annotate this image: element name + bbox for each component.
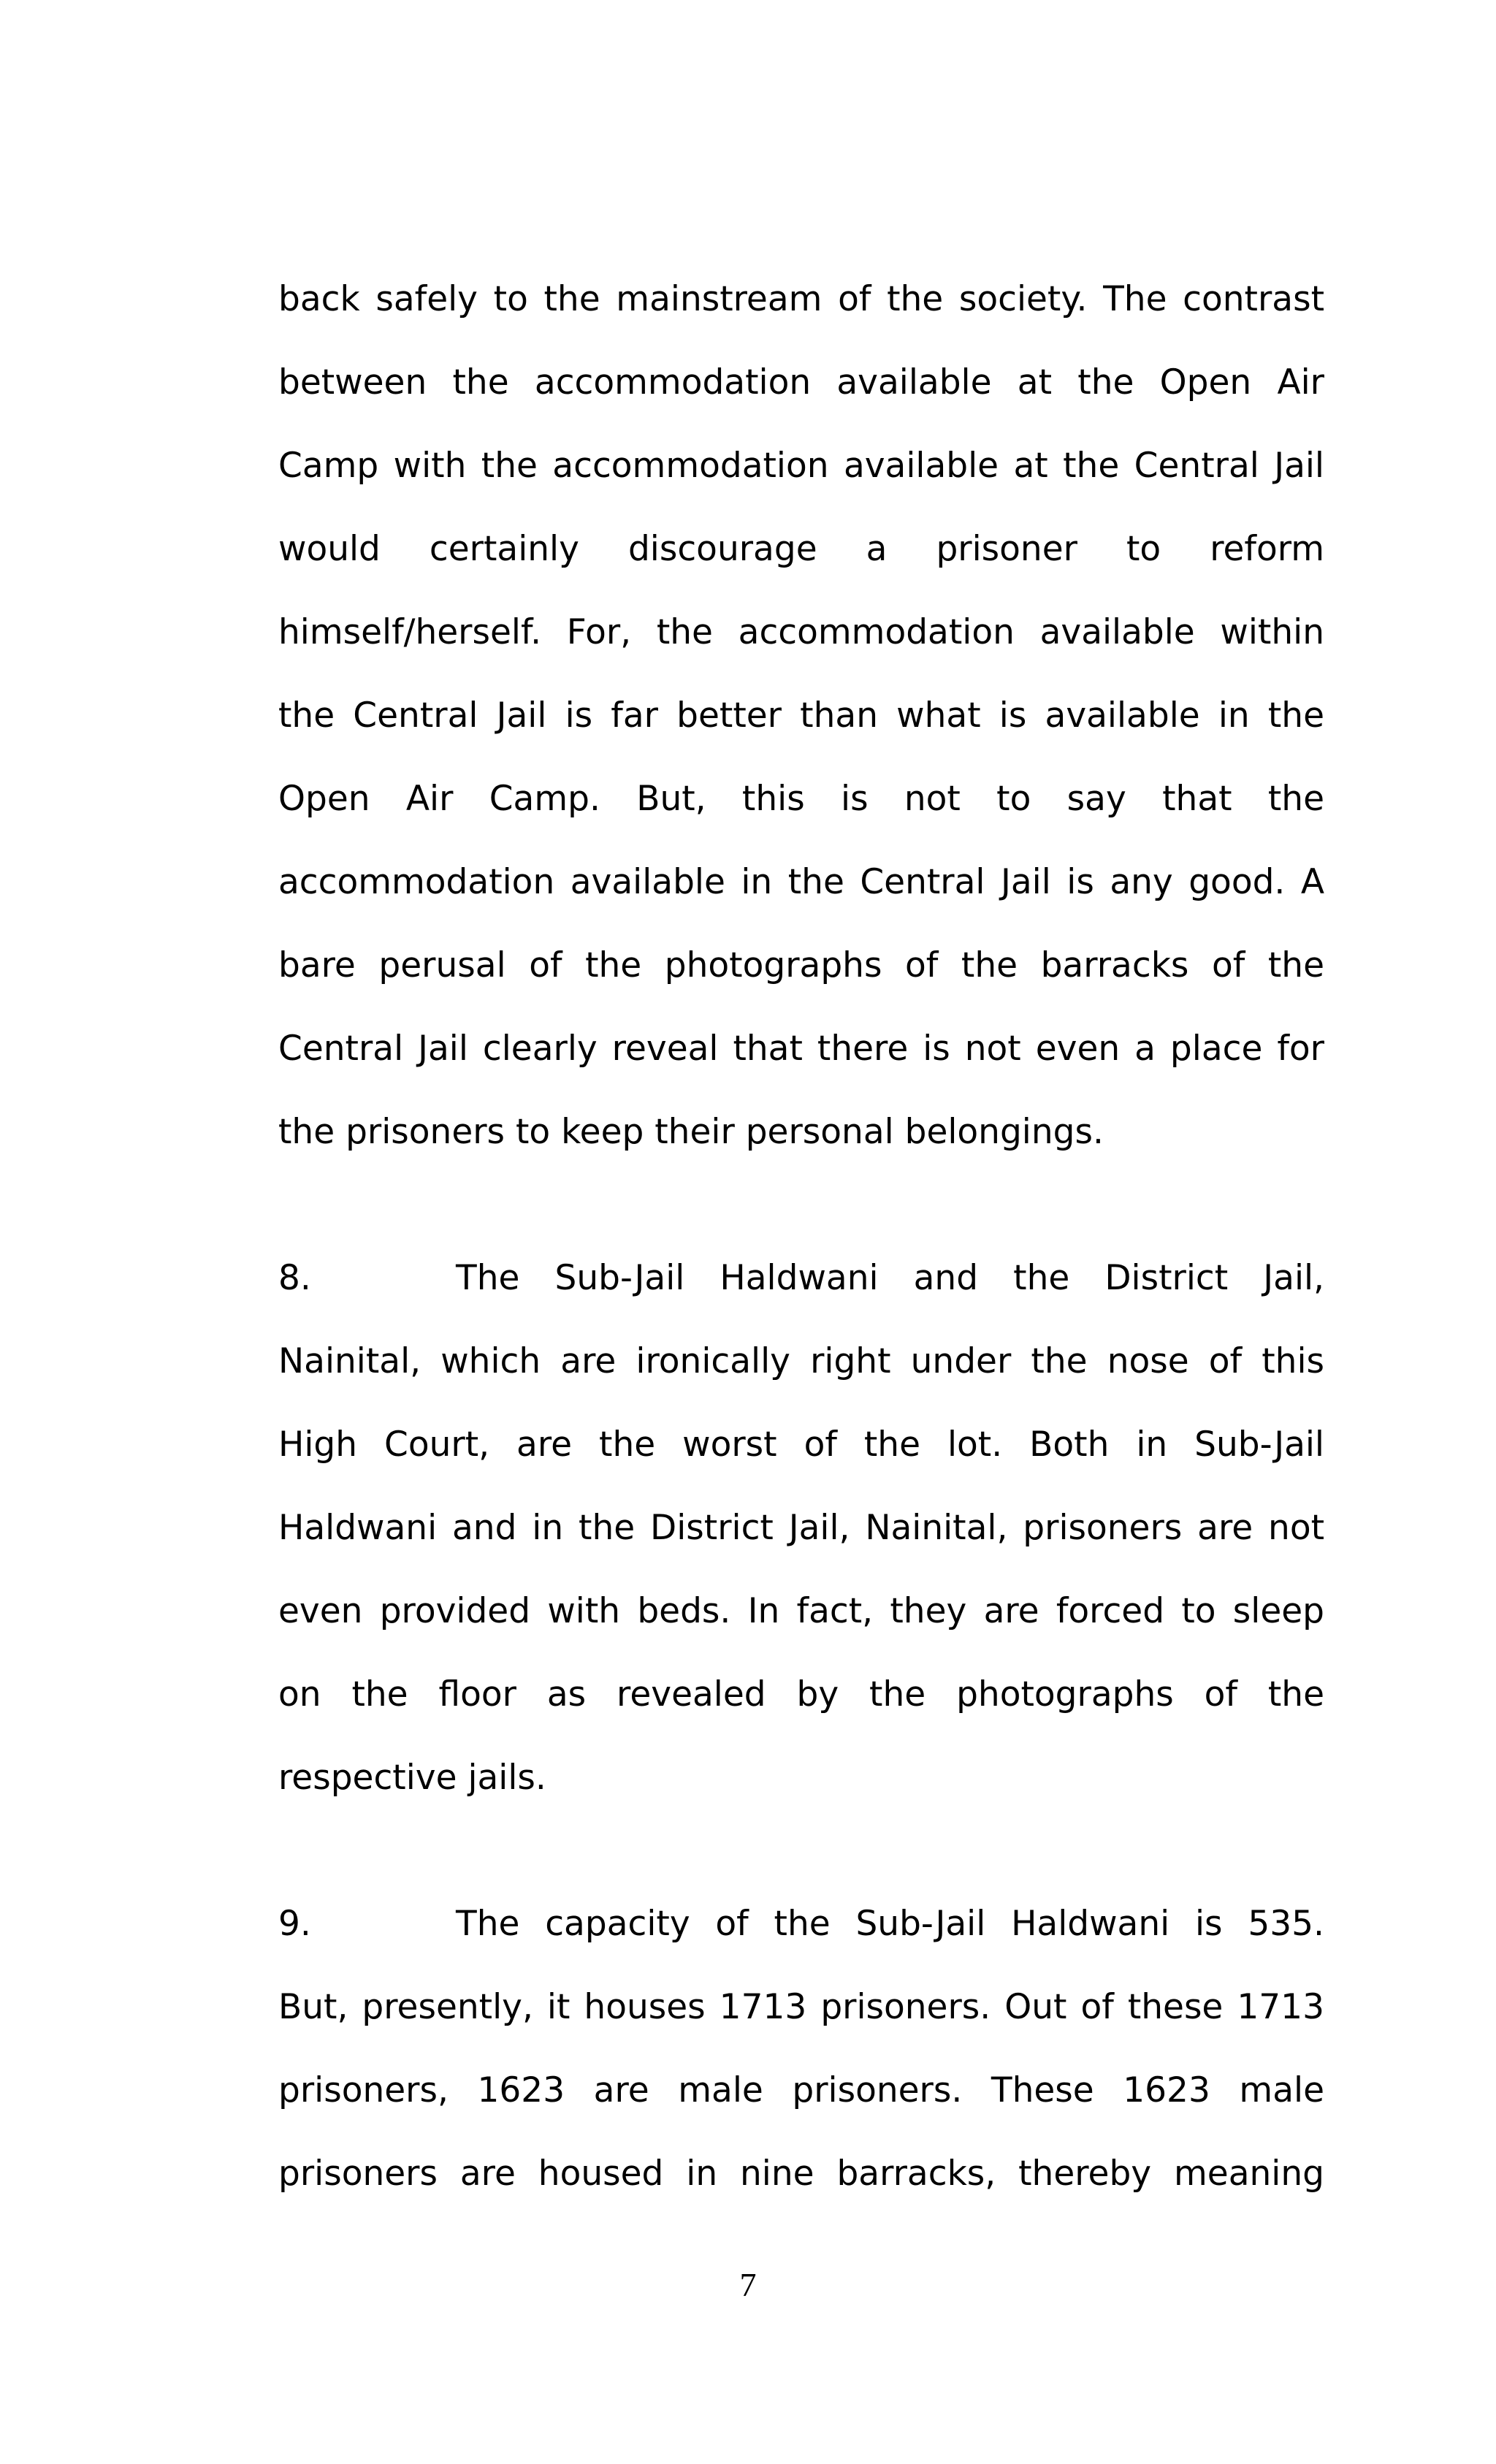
paragraph-number: 9. (278, 1904, 311, 1944)
paragraph-text: The capacity of the Sub-Jail Haldwani is 535. (456, 1904, 1324, 1944)
text-line: respective jails. (278, 1758, 546, 1798)
text-line: would certainly discourage a prisoner to reform (278, 529, 1324, 569)
text-line: the prisoners to keep their personal belongings. (278, 1112, 1104, 1152)
text-line: Camp with the accommodation available at the Central Jail (278, 446, 1324, 486)
text-line: back safely to the mainstream of the society. The contrast (278, 279, 1324, 319)
text-line: prisoners, 1623 are male prisoners. These 1623 male (278, 2070, 1324, 2110)
text-line: Haldwani and in the District Jail, Nainital, prisoners are not (278, 1508, 1324, 1548)
text-line: on the floor as revealed by the photographs of the (278, 1674, 1324, 1714)
text-line: Central Jail clearly reveal that there is not even a place for (278, 1029, 1324, 1069)
text-line: But, presently, it houses 1713 prisoners. Out of these 1713 (278, 1987, 1324, 2027)
text-line: prisoners are housed in nine barracks, thereby meaning (278, 2154, 1324, 2194)
text-line: himself/herself. For, the accommodation available within (278, 612, 1324, 652)
paragraph-text: The Sub-Jail Haldwani and the District Jail, (456, 1258, 1324, 1298)
text-line: bare perusal of the photographs of the barracks of the (278, 945, 1324, 985)
text-line: the Central Jail is far better than what is available in the (278, 695, 1324, 736)
text-line: between the accommodation available at the Open Air (278, 362, 1324, 403)
text-line: accommodation available in the Central Jail is any good. A (278, 862, 1324, 902)
text-line (278, 1902, 1324, 1946)
page-number: 7 (739, 2266, 757, 2303)
text-line: High Court, are the worst of the lot. Both in Sub-Jail (278, 1424, 1324, 1465)
text-line (278, 1256, 1324, 1300)
text-line: Nainital, which are ironically right under the nose of this (278, 1341, 1324, 1381)
text-line: even provided with beds. In fact, they are forced to sleep (278, 1591, 1324, 1631)
paragraph-number: 8. (278, 1258, 311, 1298)
text-line: Open Air Camp. But, this is not to say that the (278, 779, 1324, 819)
